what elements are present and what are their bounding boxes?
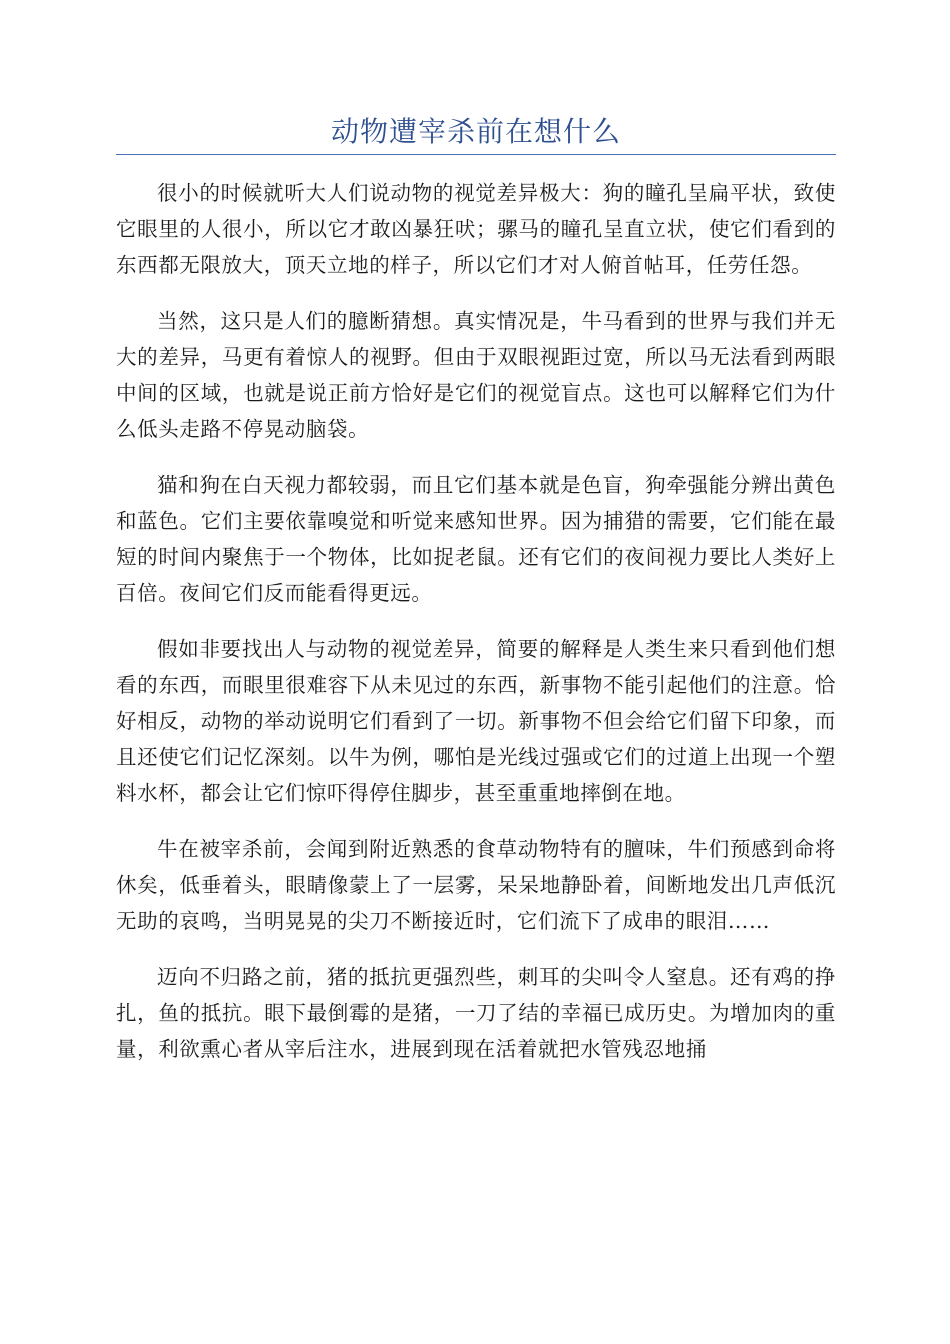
- paragraph-3: 猫和狗在白天视力都较弱，而且它们基本就是色盲，狗牵强能分辨出黄色和蓝色。它们主要依靠嗅觉和听觉来感知世界。因为捕猎的需要，它们能在最短的时间内聚焦于一个物体，比如捉老鼠。还有它们的夜间视力要比人类好上百倍。夜间它们反而能看得更远。: [116, 473, 836, 605]
- paragraph-4: 假如非要找出人与动物的视觉差异，简要的解释是人类生来只看到他们想看的东西，而眼里很难容下从未见过的东西，新事物不能引起他们的注意。恰好相反，动物的举动说明它们看到了一切。新事物不但会给它们留下印象，而且还使它们记忆深刻。以牛为例，哪怕是光线过强或它们的过道上出现一个塑料水杯，都会让它们惊吓得停住脚步，甚至重重地摔倒在地。: [116, 637, 836, 805]
- paragraph-6: 迈向不归路之前，猪的抵抗更强烈些，刺耳的尖叫令人窒息。还有鸡的挣扎，鱼的抵抗。眼下最倒霉的是猪，一刀了结的幸福已成历史。为增加肉的重量，利欲熏心者从宰后注水，进展到现在活着就把水管残忍地捅: [116, 965, 836, 1061]
- paragraph-2: 当然，这只是人们的臆断猜想。真实情况是，牛马看到的世界与我们并无大的差异，马更有着惊人的视野。但由于双眼视距过宽，所以马无法看到两眼中间的区域，也就是说正前方恰好是它们的视觉盲点。这也可以解释它们为什么低头走路不停晃动脑袋。: [116, 309, 836, 441]
- paragraph-1: 很小的时候就听大人们说动物的视觉差异极大：狗的瞳孔呈扁平状，致使它眼里的人很小，所以它才敢凶暴狂吠；骡马的瞳孔呈直立状，使它们看到的东西都无限放大，顶天立地的样子，所以它们才对人俯首帖耳，任劳任怨。: [116, 181, 836, 277]
- document-title: 动物遭宰杀前在想什么: [330, 115, 621, 148]
- title-underline: [116, 154, 836, 155]
- paragraph-5: 牛在被宰杀前，会闻到附近熟悉的食草动物特有的膻味，牛们预感到命将休矣，低垂着头，眼睛像蒙上了一层雾，呆呆地静卧着，间断地发出几声低沉无助的哀鸣，当明晃晃的尖刀不断接近时，它们流下了成串的眼泪……: [116, 837, 836, 933]
- document-page: [116, 112, 836, 1087]
